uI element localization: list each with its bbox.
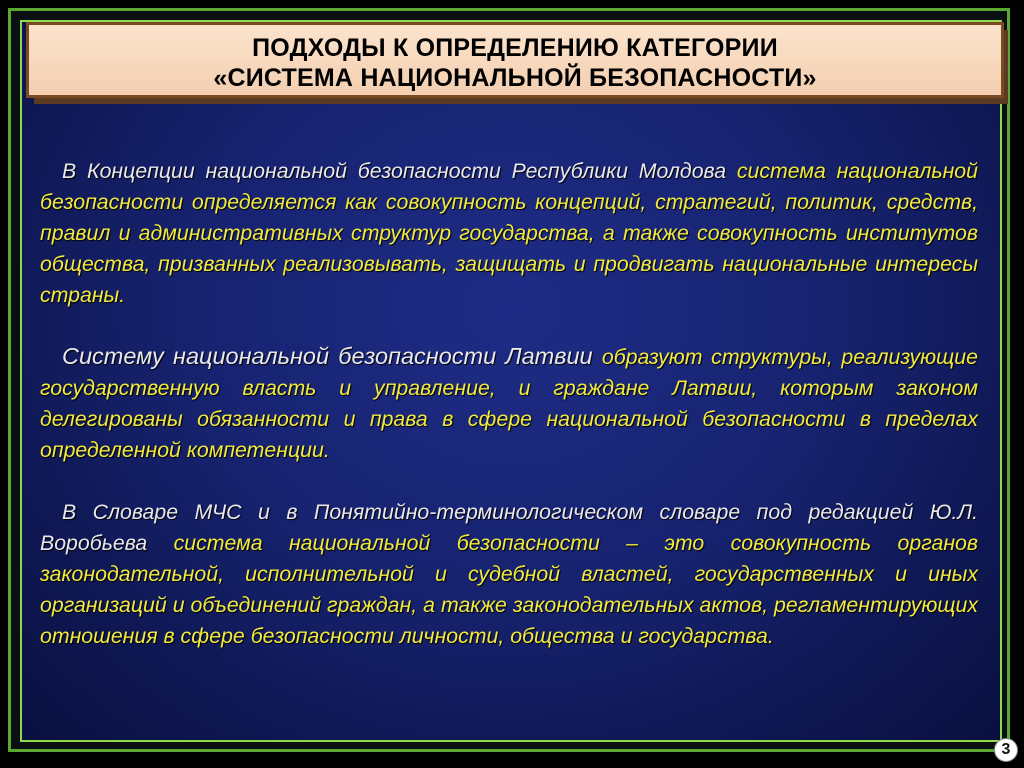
paragraph-highlight: система национальной безопасности – это совокупность органов законодательной, исполнительной и судебной властей, государственных и иных организаций и объединений граждан, а также законодательных актов, регламентирующих отношения в сфере безопасности личности, общества и государства. — [40, 531, 979, 648]
paragraph-lead: В Концепции национальной безопасности Республики Молдова — [62, 159, 737, 183]
slide-number-badge: 3 — [994, 738, 1018, 762]
paragraph-latvia — [40, 341, 978, 466]
paragraph-highlight: образуют структуры, реализующие государственную власть и управление, и граждане Латвии, которым законом делегированы обязанности и права в сфере национальной безопасности в пределах определенной компетенции. — [40, 345, 978, 462]
paragraph-dictionary — [40, 497, 978, 652]
title-banner — [26, 22, 1004, 98]
paragraph-moldova — [40, 156, 978, 311]
paragraph-highlight: система национальной безопасности определяется как совокупность концепций, стратегий, политик, средств, правил и административных структур государства, а также совокупность институтов общества, призванных реализовывать, защищать и продвигать национальные интересы страны. — [40, 159, 978, 307]
paragraph-lead: Систему национальной безопасности Латвии — [62, 343, 602, 369]
title-line-2: «СИСТЕМА НАЦИОНАЛЬНОЙ БЕЗОПАСНОСТИ» — [213, 64, 817, 92]
paragraph-lead: В Словаре МЧС и в Понятийно-терминологическом словаре под редакцией Ю.Л. Воробьева — [40, 500, 978, 555]
title-line-1: ПОДХОДЫ К ОПРЕДЕЛЕНИЮ КАТЕГОРИИ — [252, 34, 778, 62]
